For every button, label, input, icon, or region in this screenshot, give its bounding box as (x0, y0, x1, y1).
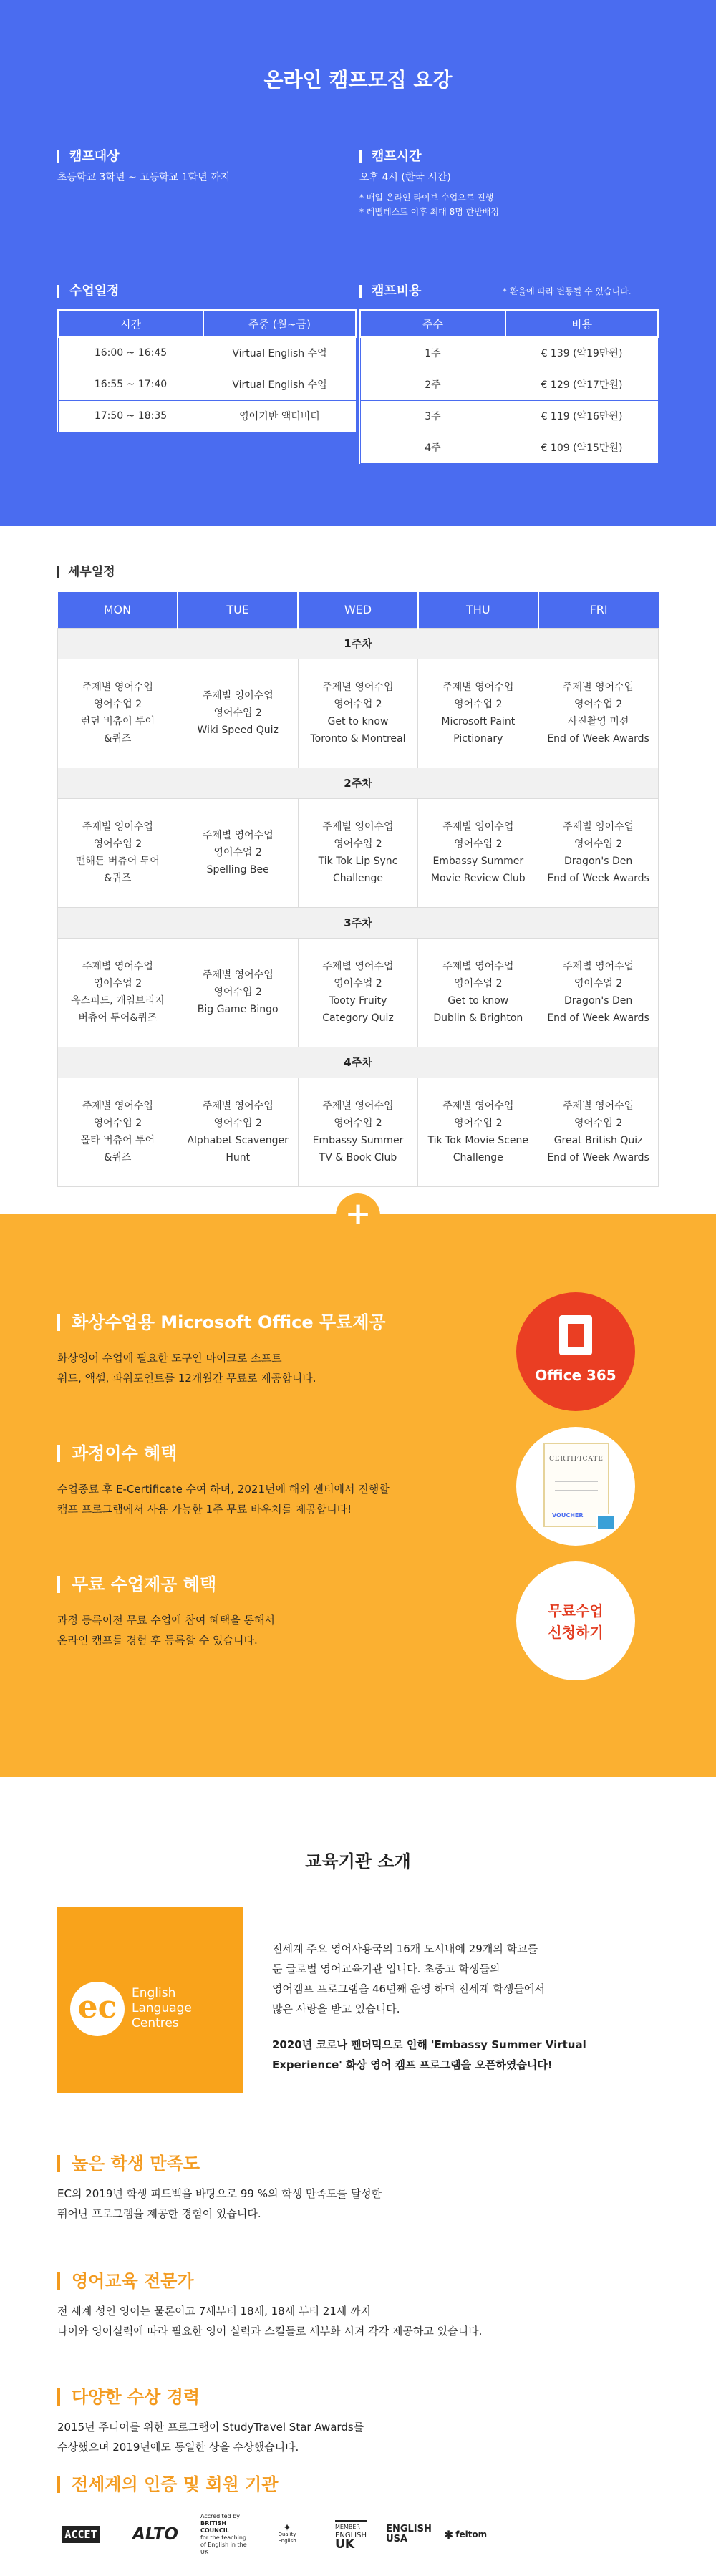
schedule-line: 주제별 영어수업 (82, 1100, 153, 1112)
schedule-line: 맨해튼 버츄어 투어 (75, 856, 160, 867)
schedule-line: &퀴즈 (104, 733, 132, 745)
recruit-title: 온라인 캠프모집 요강 (263, 68, 453, 92)
schedule-line: 영어수업 2 (213, 707, 262, 719)
camp-target-block (57, 150, 230, 185)
schedule-line: 영어수업 2 (213, 987, 262, 998)
schedule-line: 주제별 영어수업 (202, 1100, 274, 1112)
benefit-office (57, 1314, 386, 1388)
camp-fee-block (359, 285, 422, 298)
feature-accreditation (57, 2476, 659, 2493)
schedule-line: Dragon's Den (563, 856, 633, 867)
schedule-line: Get to know (448, 995, 509, 1007)
schedule-line: 영어수업 2 (93, 1118, 142, 1129)
table-row (360, 400, 658, 432)
table-row (58, 1078, 659, 1186)
schedule-line: Microsoft Paint (441, 716, 516, 727)
schedule-line: 영어수업 2 (454, 699, 503, 710)
camp-time-note: * 레벨테스트 이후 최대 8명 한반배정 (359, 207, 499, 217)
benefit-line: 캠프 프로그램에서 사용 가능한 1주 무료 바우처를 제공합니다! (57, 1503, 352, 1516)
schedule-line: 영어수업 2 (454, 1118, 503, 1129)
benefit-text (57, 1348, 386, 1388)
apply-line: 무료수업 (548, 1602, 604, 1619)
ec-logo-mark: ec (70, 1982, 125, 2036)
schedule-cell (298, 798, 418, 907)
table-header-row (58, 310, 356, 337)
ec-logo-line: English (132, 1986, 176, 2000)
schedule-line: 주제별 영어수업 (202, 969, 274, 981)
benefits-section (0, 1196, 716, 1777)
schedule-line: 영어수업 2 (334, 1118, 382, 1129)
feature-title: 높은 학생 만족도 (57, 2155, 659, 2172)
table-row (58, 400, 356, 432)
benefit-title: 무료 수업제공 혜택 (57, 1576, 275, 1593)
time-cell: 16:00 ~ 16:45 (58, 337, 203, 369)
institution-section (0, 1777, 716, 2576)
schedule-line: 주제별 영어수업 (563, 682, 634, 693)
intro-line: 전세계 주요 영어사용국의 16개 도시내에 29개의 학교를 (272, 1942, 538, 1955)
class-cell: Virtual English 수업 (203, 369, 356, 400)
institution-title: 교육기관 소개 (305, 1851, 411, 1872)
table-row (58, 337, 356, 369)
camp-fee-label: 캠프비용 (359, 285, 422, 298)
logo-line: UK (335, 2537, 355, 2552)
schedule-line: Dragon's Den (563, 995, 633, 1007)
schedule-line: Tik Tok Lip Sync (318, 856, 398, 867)
schedule-line: 영어수업 2 (574, 978, 623, 989)
schedule-line: 옥스퍼드, 캐임브리지 (71, 995, 165, 1007)
benefit-text (57, 1479, 390, 1519)
class-schedule-table (57, 309, 357, 432)
schedule-line: 몰타 버츄어 투어 (80, 1135, 155, 1146)
quality-english-logo (259, 2519, 315, 2550)
schedule-cell (298, 938, 418, 1047)
schedule-line: 주제별 영어수업 (563, 821, 634, 833)
voucher-ticket-icon (596, 1514, 615, 1530)
weekday-header: THU (418, 592, 538, 628)
accet-logo-text: ACCET (62, 2526, 100, 2543)
schedule-cell (58, 798, 178, 907)
schedule-line: 주제별 영어수업 (82, 821, 153, 833)
schedule-line: 런던 버츄어 투어 (80, 716, 155, 727)
schedule-cell (418, 1078, 538, 1186)
schedule-cell (58, 938, 178, 1047)
schedule-line: 영어수업 2 (574, 699, 623, 710)
office365-label: Office 365 (535, 1367, 616, 1384)
schedule-line: Tooty Fruity (329, 995, 387, 1007)
apply-line: 신청하기 (548, 1624, 604, 1641)
feature-awards (57, 2388, 659, 2457)
feature-line: 전 세계 성인 영어는 물론이고 7세부터 18세, 18세 부터 21세 까지 (57, 2305, 372, 2318)
logo-line: COUNCIL (200, 2527, 229, 2534)
schedule-cell (178, 1078, 298, 1186)
schedule-cell (538, 798, 659, 907)
accreditation-logos (57, 2513, 659, 2555)
certificate-icon (543, 1443, 609, 1527)
schedule-cell (58, 1078, 178, 1186)
logo-line: ENGLISH (335, 2532, 367, 2539)
feature-text (57, 2417, 659, 2457)
time-cell: 17:50 ~ 18:35 (58, 400, 203, 432)
feltom-mark-icon: ✱ (443, 2527, 454, 2542)
logo-line: MEMBER (335, 2524, 360, 2530)
schedule-line: 주제별 영어수업 (442, 821, 514, 833)
camp-time-text: 오후 4시 (한국 시간) (359, 172, 451, 183)
table-row (58, 659, 659, 768)
benefit-text (57, 1610, 275, 1650)
logo-line: for the teaching (200, 2534, 247, 2541)
institution-intro (272, 1939, 659, 2019)
schedule-line: 주제별 영어수업 (322, 682, 394, 693)
weekday-header: FRI (538, 592, 659, 628)
week-label: 1주차 (58, 628, 659, 659)
schedule-line: End of Week Awards (547, 1012, 649, 1024)
week-row (58, 628, 659, 659)
intro-line: 영어캠프 프로그램을 46년째 운영 하며 전세계 학생들에서 (272, 1982, 545, 1995)
class-schedule-label: 수업일정 (57, 285, 120, 298)
schedule-line: 주제별 영어수업 (82, 682, 153, 693)
weekday-header-row (58, 592, 659, 628)
camp-time-note: * 매일 온라인 라이브 수업으로 진행 (359, 193, 494, 203)
british-council-logo (200, 2513, 251, 2555)
schedule-line: Spelling Bee (206, 864, 269, 876)
schedule-cell (178, 938, 298, 1047)
schedule-line: &퀴즈 (104, 1152, 132, 1163)
logo-line: BRITISH (200, 2520, 227, 2527)
camp-time-label: 캠프시간 (359, 150, 499, 163)
logo-line: ENGLISH (386, 2524, 432, 2534)
logo-line: English (278, 2537, 296, 2544)
camp-target-label: 캠프대상 (57, 150, 230, 163)
column-header: 주중 (월~금) (203, 310, 356, 337)
schedule-cell (178, 659, 298, 768)
class-cell: Virtual English 수업 (203, 337, 356, 369)
column-header: 시간 (58, 310, 203, 337)
weeks-cell: 4주 (360, 432, 505, 463)
week-row (58, 1047, 659, 1078)
benefit-certificate (57, 1445, 390, 1519)
camp-fee-table (359, 309, 659, 464)
table-row (360, 337, 658, 369)
schedule-line: End of Week Awards (547, 733, 649, 745)
logo-line: Accredited by (200, 2513, 240, 2519)
table-header-row (360, 310, 658, 337)
weekday-header: TUE (178, 592, 298, 628)
camp-fee-note: * 환율에 따라 변동될 수 있습니다. (503, 286, 632, 296)
benefit-title: 화상수업용 Microsoft Office 무료제공 (57, 1314, 386, 1331)
detail-schedule-label: 세부일정 (57, 566, 115, 578)
schedule-line: Wiki Speed Quiz (197, 725, 279, 736)
schedule-line: 영어수업 2 (334, 978, 382, 989)
free-class-apply-label (516, 1600, 635, 1643)
quality-english-icon: ✦ (283, 2522, 291, 2534)
schedule-line: End of Week Awards (547, 873, 649, 884)
schedule-cell (538, 1078, 659, 1186)
schedule-line: Embassy Summer (312, 1135, 404, 1146)
schedule-cell (418, 938, 538, 1047)
table-row (58, 798, 659, 907)
feature-title: 영어교육 전문가 (57, 2272, 659, 2290)
institution-intro-highlight (272, 2035, 659, 2075)
schedule-cell (538, 659, 659, 768)
column-header: 주수 (360, 310, 505, 337)
certificate-title: CERTIFICATE (549, 1456, 604, 1463)
schedule-line: 주제별 영어수업 (322, 1100, 394, 1112)
logo-line: USA (386, 2534, 408, 2544)
schedule-cell (418, 659, 538, 768)
schedule-line: Pictionary (453, 733, 503, 745)
weeks-cell: 3주 (360, 400, 505, 432)
schedule-line: Big Game Bingo (197, 1004, 279, 1015)
detail-schedule-section (0, 526, 716, 1214)
feature-line: 수상했으며 2019년에도 동일한 상을 수상했습니다. (57, 2441, 299, 2454)
benefit-line: 과정 등록이전 무료 수업에 참여 혜택을 통해서 (57, 1614, 275, 1627)
week-label: 4주차 (58, 1047, 659, 1078)
schedule-line: 영어수업 2 (213, 1118, 262, 1129)
benefit-line: 화상영어 수업에 필요한 도구인 마이크로 소프트 (57, 1352, 282, 1365)
schedule-line: 주제별 영어수업 (442, 1100, 514, 1112)
feature-line: 뛰어난 프로그램을 제공한 경험이 있습니다. (57, 2207, 261, 2220)
week-label: 2주차 (58, 768, 659, 798)
table-row (360, 432, 658, 463)
english-uk-logo (326, 2519, 376, 2550)
schedule-line: 주제별 영어수업 (202, 690, 274, 702)
office-logo-icon (559, 1315, 592, 1355)
feature-text (57, 2301, 659, 2341)
english-usa-logo (384, 2519, 434, 2550)
schedule-line: Category Quiz (322, 1012, 394, 1024)
office365-badge (516, 1292, 635, 1411)
schedule-line: Embassy Summer (432, 856, 524, 867)
schedule-line: Dublin & Brighton (433, 1012, 523, 1024)
schedule-line: 주제별 영어수업 (442, 961, 514, 972)
camp-time-block (359, 150, 499, 219)
schedule-cell (538, 938, 659, 1047)
time-cell: 16:55 ~ 17:40 (58, 369, 203, 400)
schedule-line: Toronto & Montreal (310, 733, 406, 745)
logo-line: of English in the UK (200, 2542, 247, 2555)
schedule-cell (58, 659, 178, 768)
schedule-line: 영어수업 2 (213, 847, 262, 858)
schedule-line: 사진촬영 미션 (567, 716, 629, 727)
intro-line: 많은 사랑을 받고 있습니다. (272, 2003, 400, 2015)
week-row (58, 768, 659, 798)
benefit-free-class (57, 1576, 275, 1650)
plus-icon: + (336, 1193, 380, 1238)
schedule-line: 주제별 영어수업 (322, 821, 394, 833)
schedule-line: Movie Review Club (430, 873, 526, 884)
price-cell: € 109 (약15만원) (505, 432, 658, 463)
schedule-line: Challenge (332, 873, 383, 884)
certificate-badge (516, 1427, 635, 1546)
schedule-line: 영어수업 2 (574, 1118, 623, 1129)
feature-text (57, 2184, 659, 2224)
intro-line: 둔 글로벌 영어교육기관 입니다. 초중고 학생들의 (272, 1962, 500, 1975)
schedule-cell (418, 798, 538, 907)
weekday-header: WED (298, 592, 418, 628)
schedule-line: Hunt (226, 1152, 251, 1163)
weekday-header: MON (58, 592, 178, 628)
schedule-line: 주제별 영어수업 (563, 961, 634, 972)
price-cell: € 139 (약19만원) (505, 337, 658, 369)
benefit-line: 수업종료 후 E-Certificate 수여 하며, 2021년에 해외 센터에서 진행할 (57, 1483, 390, 1496)
feature-title: 전세계의 인증 및 회원 기관 (57, 2476, 659, 2493)
feature-line: EC의 2019년 학생 피드백을 바탕으로 99 %의 학생 만족도를 달성한 (57, 2187, 382, 2200)
intro-line: 2020년 코로나 팬더믹으로 인해 'Embassy Summer Virtual (272, 2038, 586, 2051)
column-header: 비용 (505, 310, 658, 337)
week-label: 3주차 (58, 907, 659, 938)
schedule-line: 영어수업 2 (93, 699, 142, 710)
voucher-label: VOUCHER (552, 1512, 584, 1519)
price-cell: € 119 (약16만원) (505, 400, 658, 432)
free-class-apply-button[interactable] (516, 1561, 635, 1680)
feature-line: 나이와 영어실력에 따라 필요한 영어 실력과 스킬들로 세부화 시켜 각각 제공하고 있습니다. (57, 2325, 483, 2338)
ec-logo-line: Language (132, 2001, 192, 2015)
class-cell: 영어기반 액티비티 (203, 400, 356, 432)
schedule-line: 주제별 영어수업 (442, 682, 514, 693)
schedule-line: Get to know (327, 716, 389, 727)
schedule-line: Great British Quiz (553, 1135, 643, 1146)
schedule-line: 영어수업 2 (334, 699, 382, 710)
table-row (58, 938, 659, 1047)
feltom-logo (442, 2519, 488, 2550)
schedule-line: 영어수업 2 (574, 838, 623, 850)
feature-expertise (57, 2272, 659, 2341)
intro-line: Experience' 화상 영어 캠프 프로그램을 오픈하였습니다! (272, 2058, 553, 2071)
certificate-line (555, 1490, 598, 1491)
ec-logo-line: Centres (132, 2016, 179, 2030)
feature-satisfaction (57, 2155, 659, 2224)
benefit-title: 과정이수 혜택 (57, 1445, 390, 1462)
accet-logo (57, 2519, 105, 2550)
schedule-line: End of Week Awards (547, 1152, 649, 1163)
price-cell: € 129 (약17만원) (505, 369, 658, 400)
schedule-line: 주제별 영어수업 (563, 1100, 634, 1112)
benefit-line: 온라인 캠프를 경험 후 등록할 수 있습니다. (57, 1634, 258, 1647)
benefit-line: 워드, 액셀, 파워포인트를 12개월간 무료로 제공합니다. (57, 1372, 316, 1385)
camp-target-text: 초등학교 3학년 ~ 고등학교 1학년 까지 (57, 172, 231, 183)
detail-schedule-table (57, 592, 659, 1187)
schedule-line: 영어수업 2 (334, 838, 382, 850)
weeks-cell: 1주 (360, 337, 505, 369)
table-row (58, 369, 356, 400)
schedule-cell (298, 659, 418, 768)
table-row (360, 369, 658, 400)
schedule-line: 주제별 영어수업 (322, 961, 394, 972)
schedule-cell (178, 798, 298, 907)
logo-line: Quality (278, 2531, 296, 2537)
schedule-cell (298, 1078, 418, 1186)
schedule-line: 영어수업 2 (93, 838, 142, 850)
weeks-cell: 2주 (360, 369, 505, 400)
schedule-line: 영어수업 2 (454, 838, 503, 850)
schedule-line: 버츄어 투어&퀴즈 (78, 1012, 158, 1024)
schedule-line: Challenge (453, 1152, 503, 1163)
schedule-line: Alphabet Scavenger (187, 1135, 289, 1146)
alto-logo: ALTO (132, 2525, 178, 2544)
feature-title: 다양한 수상 경력 (57, 2388, 659, 2406)
schedule-line: Tik Tok Movie Scene (427, 1135, 528, 1146)
ec-logo (57, 1907, 243, 2093)
feature-line: 2015년 주니어를 위한 프로그램이 StudyTravel Star Awards를 (57, 2421, 364, 2434)
class-schedule-block (57, 285, 120, 298)
week-row (58, 907, 659, 938)
schedule-line: &퀴즈 (104, 873, 132, 884)
recruit-section (0, 0, 716, 526)
feltom-logo-text: feltom (455, 2529, 488, 2539)
schedule-line: 주제별 영어수업 (202, 830, 274, 841)
ec-logo-name (132, 1986, 192, 2031)
schedule-line: 주제별 영어수업 (82, 961, 153, 972)
schedule-line: TV & Book Club (319, 1152, 397, 1163)
schedule-line: 영어수업 2 (454, 978, 503, 989)
schedule-line: 영어수업 2 (93, 978, 142, 989)
certificate-line (555, 1481, 598, 1482)
